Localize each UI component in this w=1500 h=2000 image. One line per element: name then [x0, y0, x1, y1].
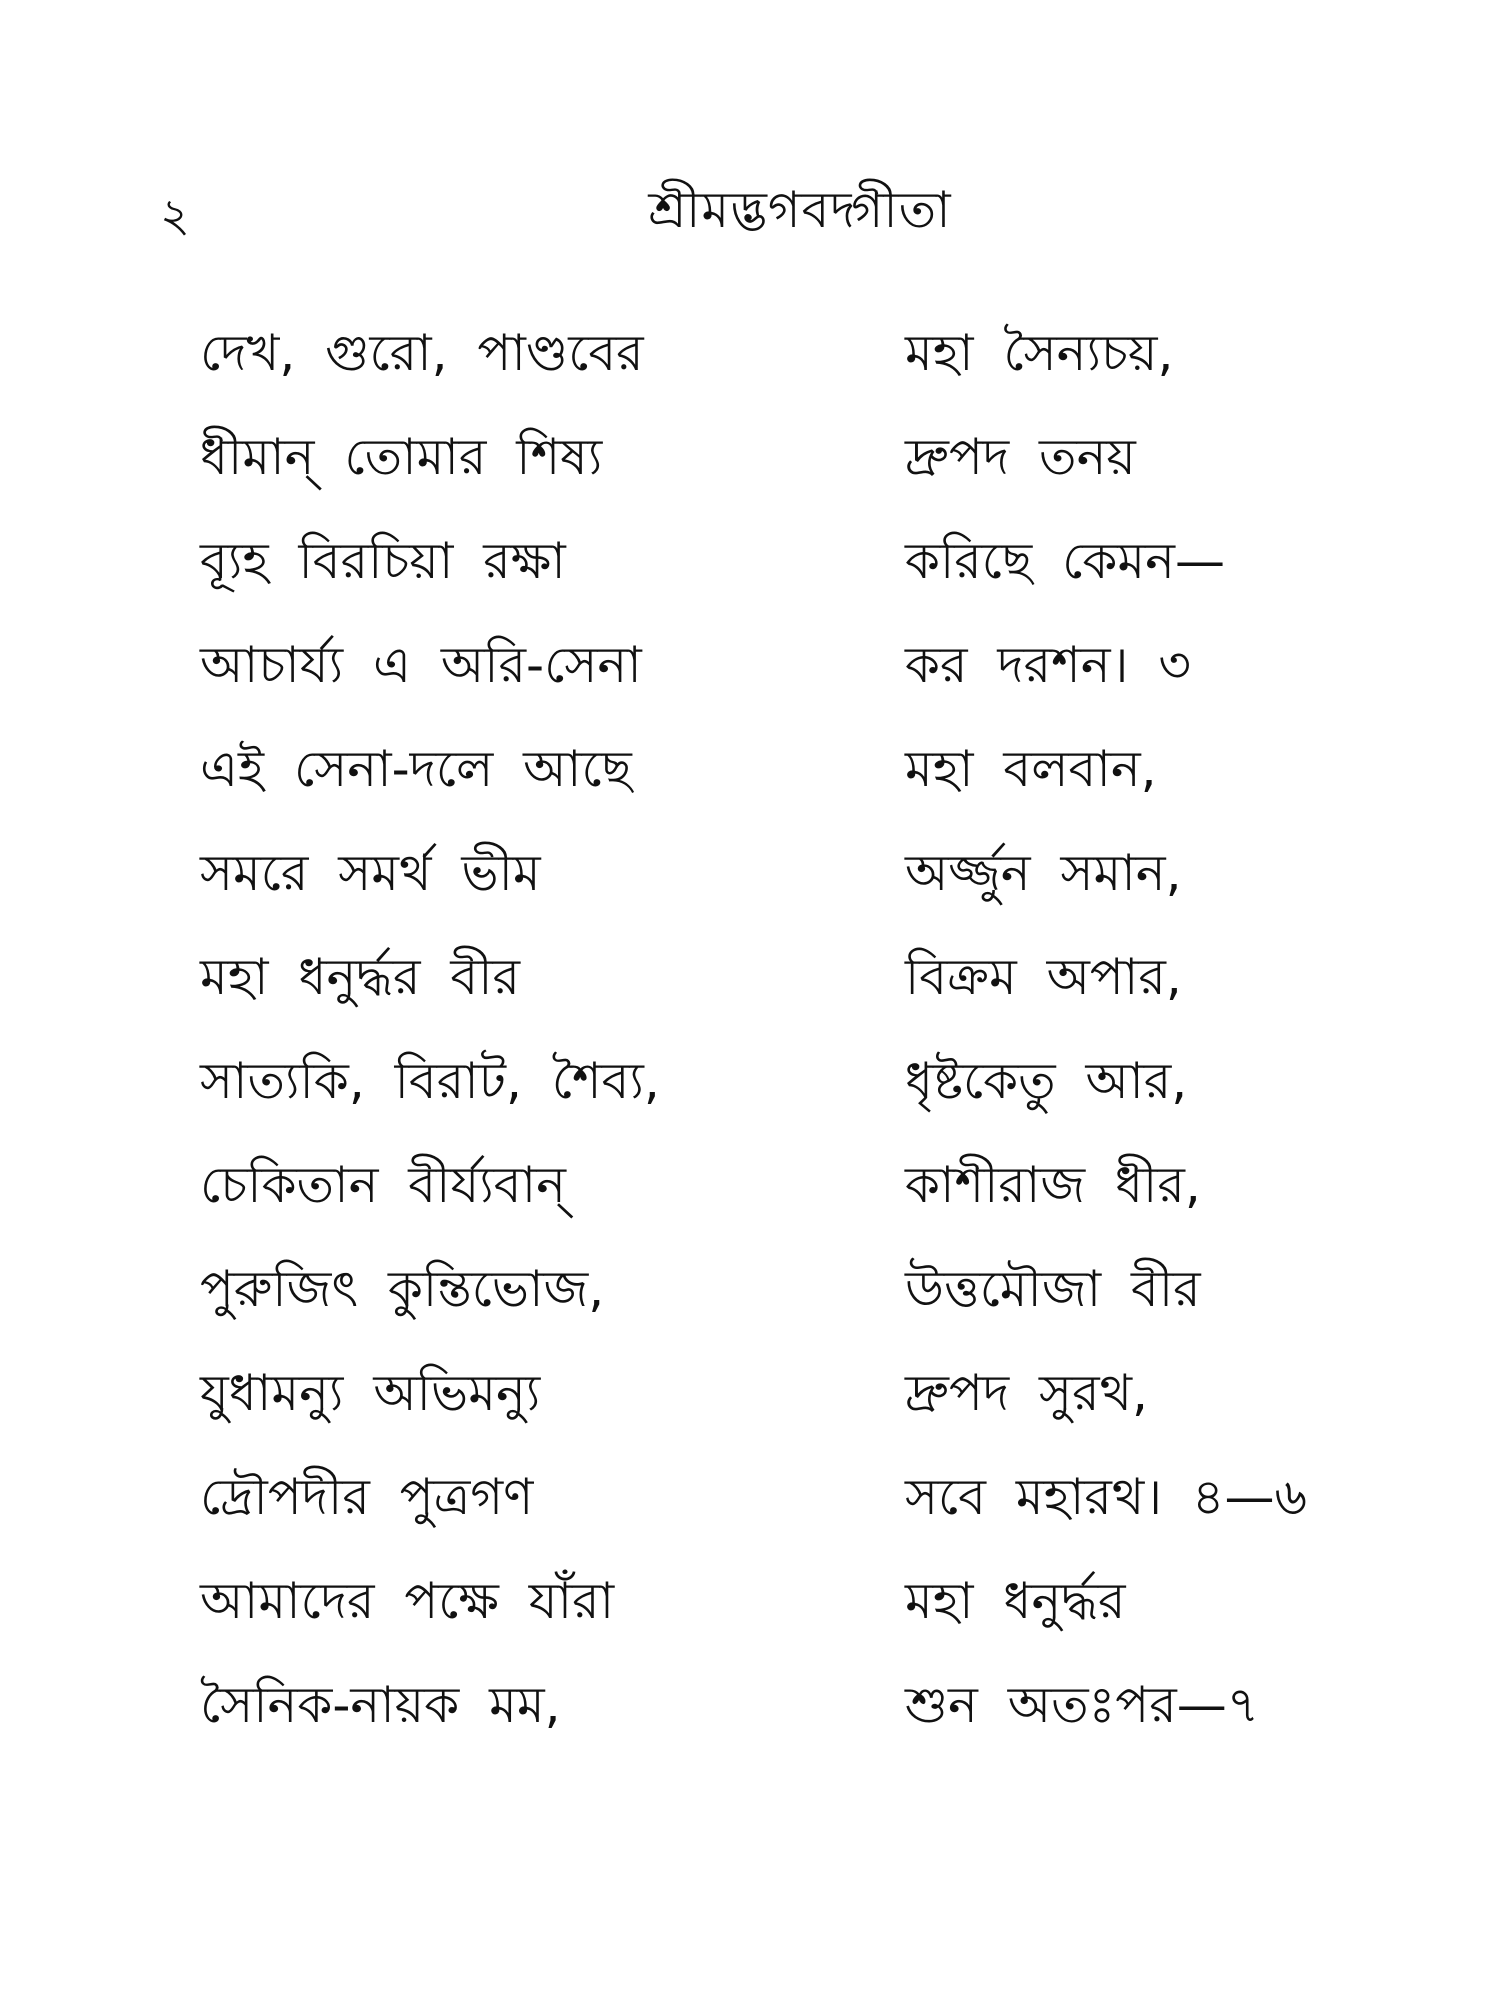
- verse-first-half: দ্রৌপদীর পুত্রগণ: [200, 1468, 534, 1526]
- verse-first-half: ধীমান্ তোমার শিষ্য: [200, 428, 603, 486]
- verse-first-half: সাত্যকি, বিরাট, শৈব্য,: [200, 1052, 660, 1110]
- verse-second-half: শুন অতঃপর—৭: [905, 1676, 1260, 1734]
- verse-second-half: বিক্রম অপার,: [905, 948, 1182, 1006]
- verse-second-half: উত্তমৌজা বীর: [905, 1260, 1201, 1318]
- verse-first-half: আমাদের পক্ষে যাঁরা: [200, 1572, 615, 1630]
- verse-first-half: মহা ধনুর্দ্ধর বীর: [200, 948, 520, 1006]
- verse-block: [0, 318, 1500, 1774]
- running-title: শ্রীমদ্ভগবদ্গীতা: [648, 181, 952, 239]
- verse-second-half: মহা বলবান,: [905, 740, 1157, 798]
- verse-first-half: সমরে সমর্থ ভীম: [200, 844, 541, 902]
- verse-second-half: কর দরশন। ৩: [905, 636, 1191, 694]
- verse-first-half: পুরুজিৎ কুন্তিভোজ,: [200, 1260, 605, 1318]
- verse-second-half: করিছে কেমন—: [905, 532, 1225, 590]
- verse-second-half: দ্রুপদ তনয়: [905, 428, 1136, 486]
- verse-line: [0, 422, 1500, 526]
- verse-second-half: সবে মহারথ। ৪—৬: [905, 1468, 1307, 1526]
- verse-line: [0, 1670, 1500, 1774]
- verse-line: [0, 318, 1500, 422]
- verse-second-half: মহা ধনুর্দ্ধর: [905, 1572, 1126, 1630]
- verse-second-half: ধৃষ্টকেতু আর,: [905, 1052, 1188, 1110]
- verse-first-half: এই সেনা-দলে আছে: [200, 740, 632, 798]
- verse-line: [0, 526, 1500, 630]
- verse-line: [0, 838, 1500, 942]
- verse-second-half: মহা সৈন্যচয়,: [905, 324, 1174, 382]
- verse-line: [0, 1254, 1500, 1358]
- verse-first-half: ব্যূহ বিরচিয়া রক্ষা: [200, 532, 566, 590]
- verse-first-half: চেকিতান বীর্য্যবান্: [200, 1156, 566, 1214]
- verse-line: [0, 1566, 1500, 1670]
- verse-line: [0, 734, 1500, 838]
- verse-first-half: সৈনিক-নায়ক মম,: [200, 1676, 561, 1734]
- verse-first-half: দেখ, গুরো, পাণ্ডবের: [200, 324, 644, 382]
- verse-line: [0, 1046, 1500, 1150]
- verse-line: [0, 942, 1500, 1046]
- verse-second-half: দ্রুপদ সুরথ,: [905, 1364, 1148, 1422]
- page-number: ২: [160, 188, 190, 242]
- verse-line: [0, 1358, 1500, 1462]
- verse-first-half: যুধামন্যু অভিমন্যু: [200, 1364, 541, 1422]
- verse-line: [0, 1150, 1500, 1254]
- verse-first-half: আচার্য্য এ অরি-সেনা: [200, 636, 642, 694]
- verse-second-half: অর্জ্জুন সমান,: [905, 844, 1182, 902]
- verse-second-half: কাশীরাজ ধীর,: [905, 1156, 1201, 1214]
- verse-line: [0, 630, 1500, 734]
- verse-line: [0, 1462, 1500, 1566]
